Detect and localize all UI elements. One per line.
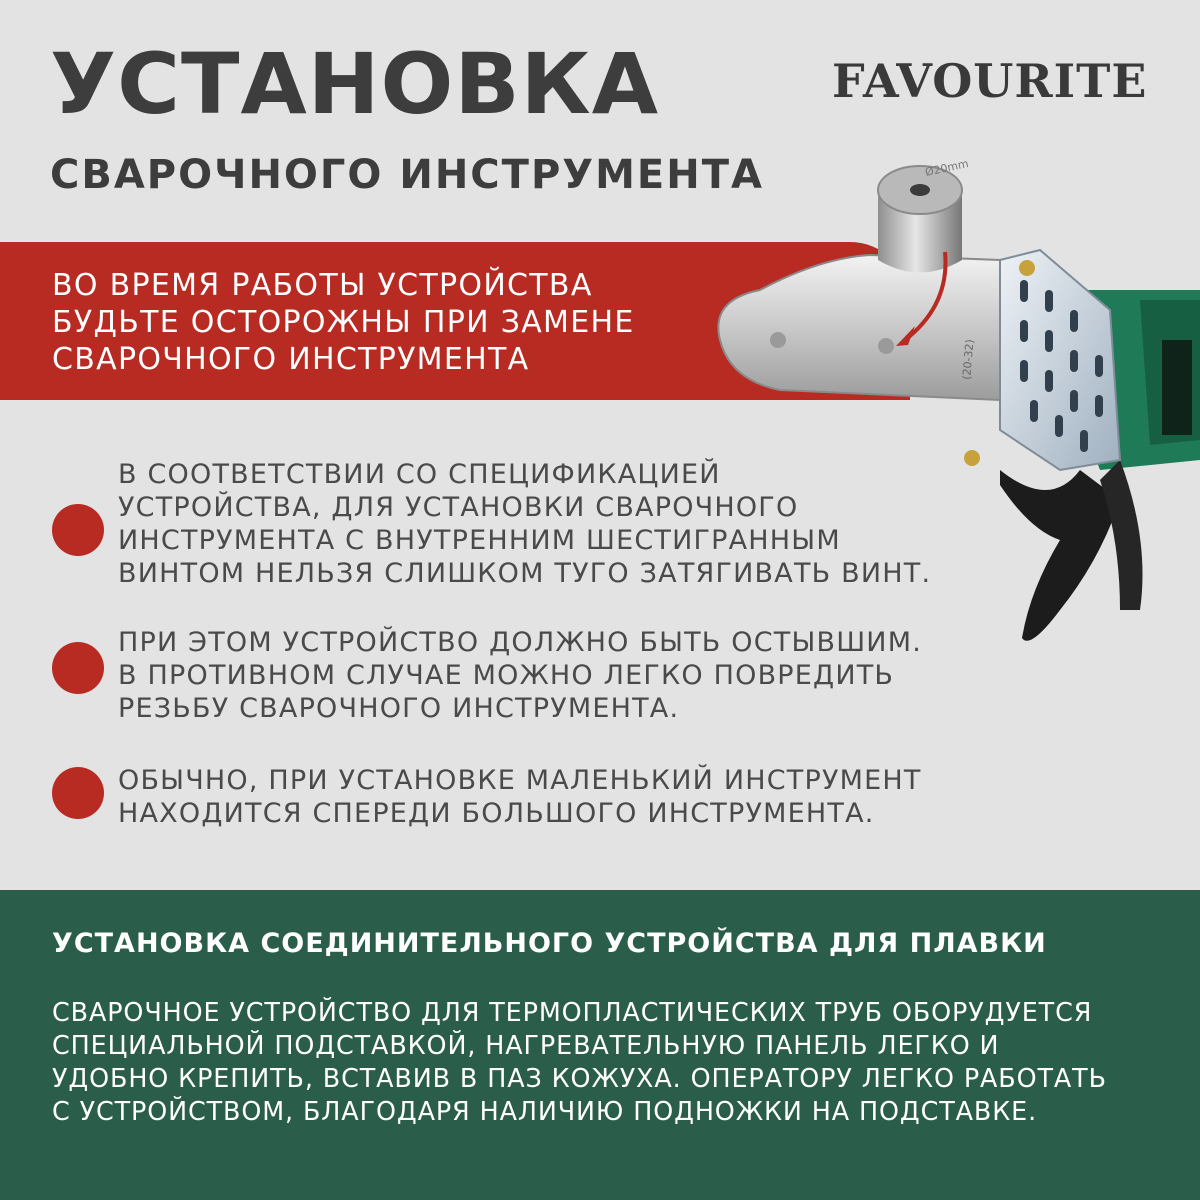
warning-text <box>52 267 635 378</box>
bullet-dot-icon <box>52 504 104 556</box>
page-title: УСТАНОВКА <box>50 35 660 133</box>
bullet-text: ОБЫЧНО, ПРИ УСТАНОВКЕ МАЛЕНЬКИЙ ИНСТРУМЕНТ НАХОДИТСЯ СПЕРЕДИ БОЛЬШОГО ИНСТРУМЕНТА. <box>118 765 922 829</box>
bullet-text: ПРИ ЭТОМ УСТРОЙСТВО ДОЛЖНО БЫТЬ ОСТЫВШИМ. В ПРОТИВНОМ СЛУЧАЕ МОЖНО ЛЕГКО ПОВРЕДИТЬ РЕЗЬБУ СВАРОЧНОГО ИНСТРУМЕНТА. <box>118 627 922 724</box>
bullet-text: В СООТВЕТСТВИИ СО СПЕЦИФИКАЦИЕЙ УСТРОЙСТВА, ДЛЯ УСТАНОВКИ СВАРОЧНОГО ИНСТРУМЕНТА С ВНУТРЕННИМ ШЕСТИГРАННЫМ ВИНТОМ НЕЛЬЗЯ СЛИШКОМ ТУГО ЗАТЯГИВАТЬ ВИНТ. <box>118 459 932 589</box>
heating-plate <box>718 255 1000 400</box>
list-item <box>52 626 922 725</box>
warning-text-content: ВО ВРЕМЯ РАБОТЫ УСТРОЙСТВА БУДЬТЕ ОСТОРОЖНЫ ПРИ ЗАМЕНЕ СВАРОЧНОГО ИНСТРУМЕНТА <box>52 268 635 377</box>
bullet-dot-icon <box>52 642 104 694</box>
footer-title: УСТАНОВКА СОЕДИНИТЕЛЬНОГО УСТРОЙСТВА ДЛЯ ПЛАВКИ <box>52 928 1047 959</box>
page-subtitle: СВАРОЧНОГО ИНСТРУМЕНТА <box>50 152 764 198</box>
plate-marking: (20-32) <box>960 338 977 381</box>
tool-stand <box>1000 460 1143 641</box>
footer-text: СВАРОЧНОЕ УСТРОЙСТВО ДЛЯ ТЕРМОПЛАСТИЧЕСКИХ ТРУБ ОБОРУДУЕТСЯ СПЕЦИАЛЬНОЙ ПОДСТАВКОЙ, НАГРЕВАТЕЛЬНУЮ ПАНЕЛЬ ЛЕГКО И УДОБНО КРЕПИТЬ, ВСТАВИВ В ПАЗ КОЖУХА. ОПЕРАТОРУ ЛЕГКО РАБОТАТЬ С УСТРОЙСТВОМ, БЛАГОДАРЯ НАЛИЧИЮ ПОДНОЖКИ НА ПОДСТАВКЕ. <box>52 997 1107 1126</box>
nozzle-marking: Ø20mm <box>923 157 970 179</box>
brand-logo: FAVOURITE <box>832 54 1148 108</box>
list-item <box>52 458 931 590</box>
list-item <box>52 764 922 830</box>
footer-section <box>0 890 1200 1200</box>
welding-nozzle <box>878 157 970 272</box>
bullet-dot-icon <box>52 767 104 819</box>
